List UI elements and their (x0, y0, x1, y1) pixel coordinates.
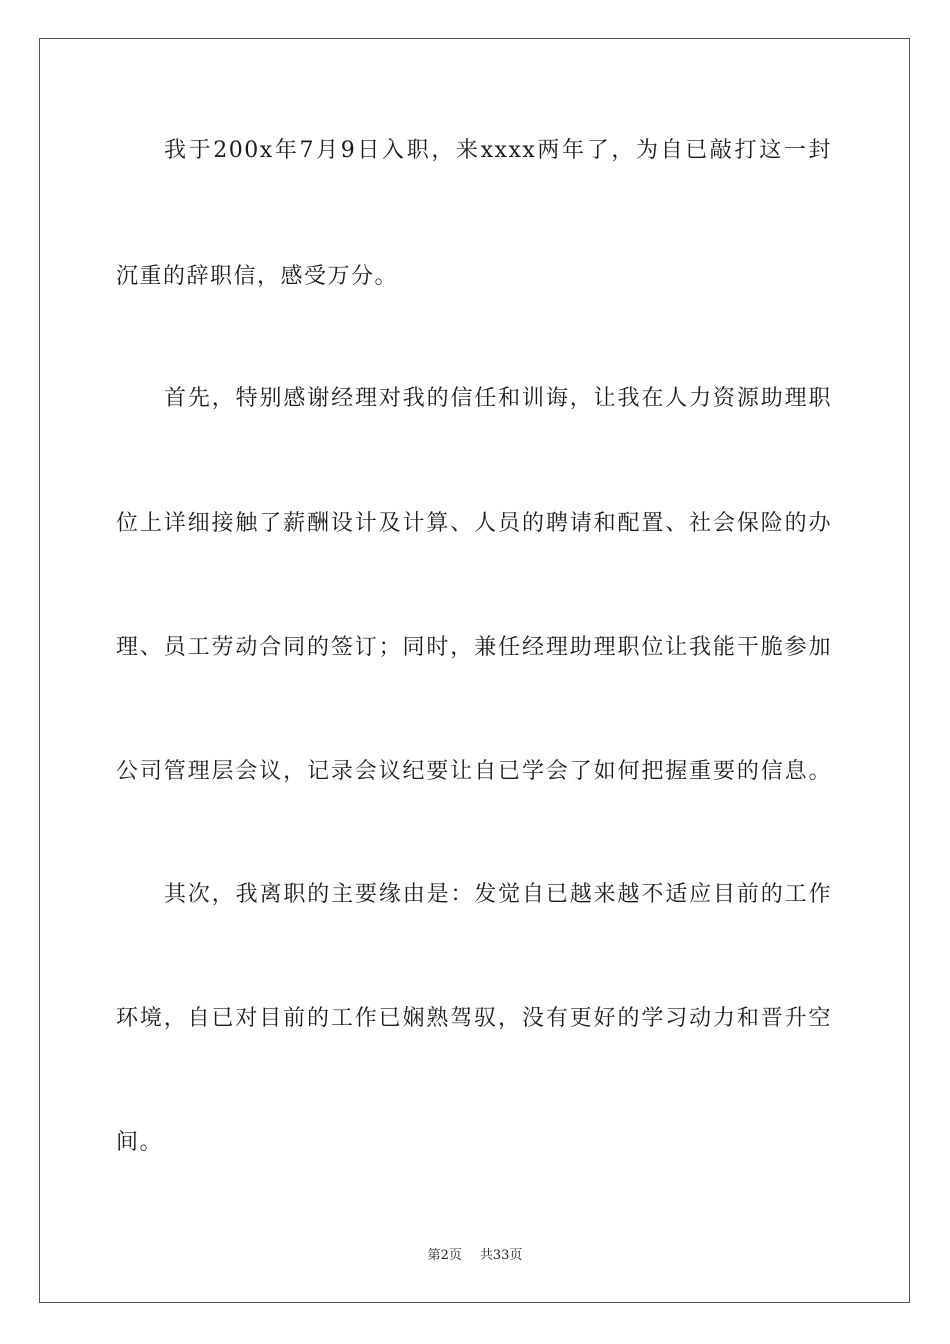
paragraph-3-line-1: 其次，我离职的主要缘由是：发觉自已越来越不适应目前的工作 (164, 882, 832, 907)
paragraph-1-line-2: 沉重的辞职信，感受万分。 (116, 264, 399, 289)
paragraph-3-line-3: 间。 (116, 1130, 164, 1155)
page-total: 共33页 (479, 1248, 523, 1263)
paragraph-2-line-3: 理、员工劳动合同的签订；同时，兼任经理助理职位让我能干脆参加 (116, 635, 832, 660)
page-frame (39, 38, 910, 1303)
paragraph-3-line-2: 环境，自已对目前的工作已娴熟驾驭，没有更好的学习动力和晋升空 (116, 1006, 832, 1031)
paragraph-2-line-1: 首先，特别感谢经理对我的信任和训诲，让我在人力资源助理职 (164, 386, 832, 411)
paragraph-1-line-1: 我于200x年7月9日入职，来xxxx两年了，为自已敲打这一封 (164, 138, 832, 163)
page-number: 第2页 (427, 1248, 462, 1263)
paragraph-2-line-4: 公司管理层会议，记录会议纪要让自已学会了如何把握重要的信息。 (116, 759, 832, 784)
page-footer (0, 1247, 950, 1265)
paragraph-2-line-2: 位上详细接触了薪酬设计及计算、人员的聘请和配置、社会保险的办 (116, 511, 832, 536)
